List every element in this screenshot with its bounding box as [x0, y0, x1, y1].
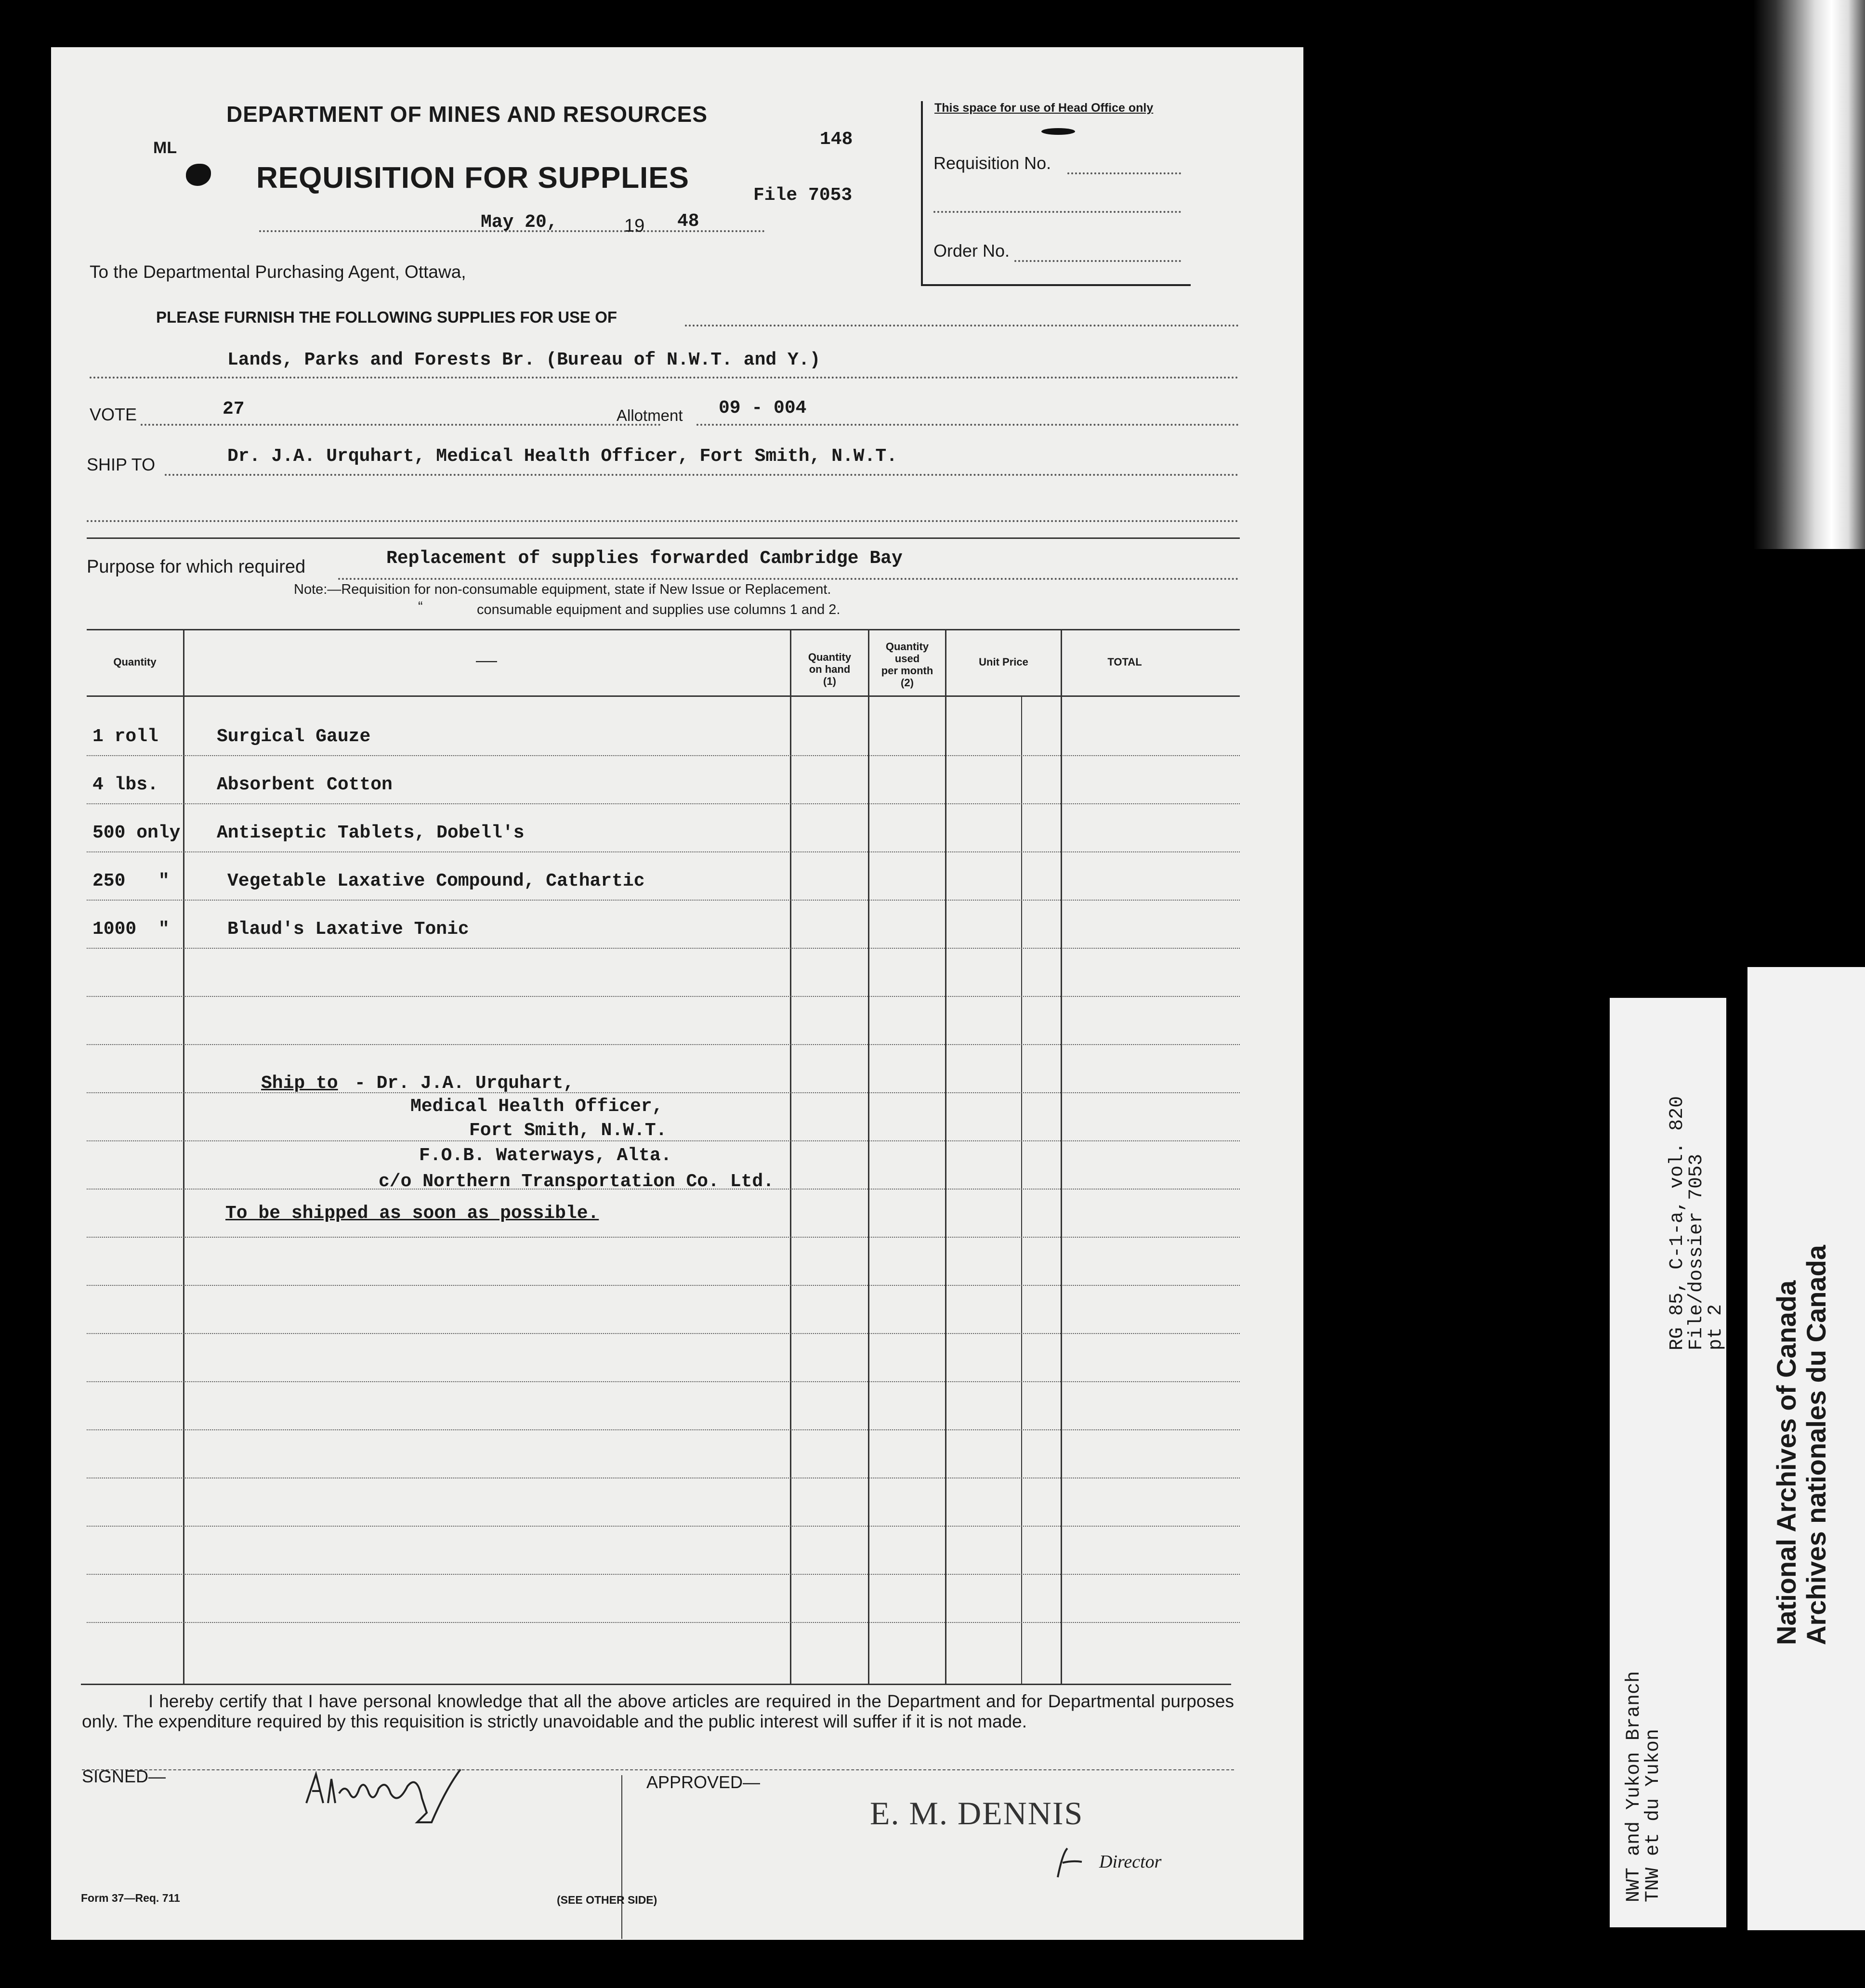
header-unit-price: Unit Price [979, 656, 1028, 668]
signature-top-rule [82, 1769, 1234, 1770]
head-office-title: This space for use of Head Office only [934, 101, 1154, 115]
separator-top [87, 537, 1240, 539]
row-quantity: 1 roll [92, 726, 158, 747]
purpose-line [338, 578, 1239, 580]
ship-to-label: SHIP TO [87, 455, 156, 474]
ship-to-value: Dr. J.A. Urquhart, Medical Health Officer, Fort Smith, N.W.T. [227, 446, 898, 467]
table-rule-line [87, 1429, 1240, 1430]
row-quantity: 4 lbs. [92, 774, 158, 795]
ship-note-line-4: F.O.B. Waterways, Alta. [419, 1145, 672, 1166]
allotment-line [696, 424, 1239, 426]
archive-label-tab [1610, 998, 1726, 1927]
table-rule-line [87, 1285, 1240, 1286]
row-description: Antiseptic Tablets, Dobell's [217, 823, 525, 843]
furnish-line-2 [90, 377, 1239, 379]
year-prefix: 19 [624, 216, 645, 236]
row-description: Surgical Gauze [217, 726, 371, 747]
archive-institution-tab [1747, 967, 1865, 1930]
requisition-no-line-2 [933, 211, 1181, 213]
head-office-box [921, 101, 1191, 286]
table-rule-line [87, 1092, 1240, 1093]
table-bottom-rule [81, 1684, 1231, 1685]
header-description: —— [476, 655, 497, 667]
ship-to-line [165, 474, 1239, 476]
note-line-2-mark: “ [418, 599, 423, 615]
furnish-value: Lands, Parks and Forests Br. (Bureau of N.W.T. and Y.) [227, 350, 821, 370]
date-value: May 20, [481, 212, 558, 233]
form-title: REQUISITION FOR SUPPLIES [256, 161, 689, 195]
table-rule-line [87, 1574, 1240, 1575]
table-row [51, 774, 1207, 823]
see-other-side: (SEE OTHER SIDE) [557, 1894, 657, 1906]
pen-mark-icon [1041, 128, 1075, 135]
year-suffix: 48 [677, 211, 699, 232]
note-line-1: Note:—Requisition for non-consumable equipment, state if New Issue or Replacement. [294, 582, 831, 597]
row-quantity: 1000 " [92, 919, 170, 940]
ship-note-line-1: - Dr. J.A. Urquhart, [355, 1073, 575, 1094]
purpose-label: Purpose for which required [87, 557, 306, 577]
certification-text: I hereby certify that I have personal knowledge that all the above articles are required in the Department and for Departmental purposes only. The expenditure required by this requisition is strictly unavoidable and the public interest will suffer if it is not made. [82, 1691, 1234, 1731]
table-rule-line [87, 1333, 1240, 1334]
ship-note-line-6: To be shipped as soon as possible. [225, 1203, 599, 1224]
row-description: Blaud's Laxative Tonic [227, 919, 469, 940]
note-line-2: consumable equipment and supplies use columns 1 and 2. [477, 602, 841, 617]
table-row [51, 919, 1207, 967]
form-number: Form 37—Req. 711 [81, 1892, 180, 1904]
table-rule-line [87, 1526, 1240, 1527]
vote-line [141, 424, 661, 426]
approver-title: Director [1099, 1852, 1162, 1872]
addressee: To the Departmental Purchasing Agent, Ottawa, [90, 262, 466, 282]
table-row [51, 823, 1207, 871]
approver-stamp: E. M. DENNIS [870, 1795, 1084, 1831]
ink-blot-icon [186, 164, 211, 186]
purpose-value: Replacement of supplies forwarded Cambridge Bay [386, 548, 903, 569]
header-on-hand: Quantity on hand (1) [808, 651, 852, 687]
archive-file: File/dossier 7053 [1686, 1153, 1707, 1350]
institution-en: National Archives of Canada [1771, 1280, 1801, 1645]
archive-reference: RG 85, C-1-a, vol. 820 [1667, 1096, 1688, 1350]
table-rule-line [87, 1381, 1240, 1382]
table-header-rule [87, 695, 1240, 697]
ship-note-line-5: c/o Northern Transportation Co. Ltd. [379, 1171, 774, 1192]
header-total: TOTAL [1107, 656, 1142, 668]
vote-value: 27 [223, 399, 245, 419]
table-row [51, 726, 1207, 774]
order-no-label: Order No. [933, 241, 1010, 261]
ship-to-line-2 [87, 520, 1239, 522]
requisition-form [51, 47, 1303, 1940]
row-description: Vegetable Laxative Compound, Cathartic [227, 871, 645, 891]
order-no-line [1014, 260, 1181, 262]
ship-note-label: Ship to [261, 1073, 338, 1094]
table-rule-line [87, 996, 1240, 997]
header-used-per-month: Quantity used per month (2) [881, 641, 933, 689]
signature-divider [621, 1775, 622, 1939]
archive-branch-en: NWT and Yukon Branch [1623, 1671, 1645, 1902]
header-quantity: Quantity [113, 656, 157, 668]
corner-mark: ML [153, 139, 177, 157]
institution-fr: Archives nationales du Canada [1801, 1245, 1831, 1645]
table-rule-line [87, 1237, 1240, 1238]
signed-label: SIGNED— [82, 1766, 166, 1786]
department-heading: DEPARTMENT OF MINES AND RESOURCES [226, 102, 708, 127]
allotment-label: Allotment [617, 406, 683, 424]
table-rule-line [87, 1622, 1240, 1623]
approver-initial-mark [1053, 1844, 1091, 1882]
row-quantity: 500 only [92, 823, 181, 843]
furnish-line-1 [685, 325, 1239, 327]
requisition-no-line [1067, 172, 1181, 174]
allotment-value: 09 - 004 [719, 398, 807, 419]
ship-note-line-2: Medical Health Officer, [410, 1096, 663, 1117]
table-top-rule [87, 629, 1240, 630]
vote-label: VOTE [90, 405, 137, 424]
table-row [51, 871, 1207, 919]
file-number: File 7053 [753, 185, 853, 206]
archive-part: pt 2 [1705, 1304, 1727, 1350]
archive-branch-fr: TNW et du Yukon [1642, 1728, 1664, 1902]
requisition-number: 148 [820, 129, 853, 150]
requisition-no-label: Requisition No. [933, 153, 1051, 173]
row-quantity: 250 " [92, 871, 170, 891]
ship-note-line-3: Fort Smith, N.W.T. [469, 1120, 667, 1141]
approved-label: APPROVED— [646, 1772, 761, 1792]
film-edge-strip [1753, 0, 1865, 549]
table-rule-line [87, 1044, 1240, 1045]
row-description: Absorbent Cotton [217, 774, 393, 795]
furnish-label: PLEASE FURNISH THE FOLLOWING SUPPLIES FOR USE OF [156, 308, 617, 326]
